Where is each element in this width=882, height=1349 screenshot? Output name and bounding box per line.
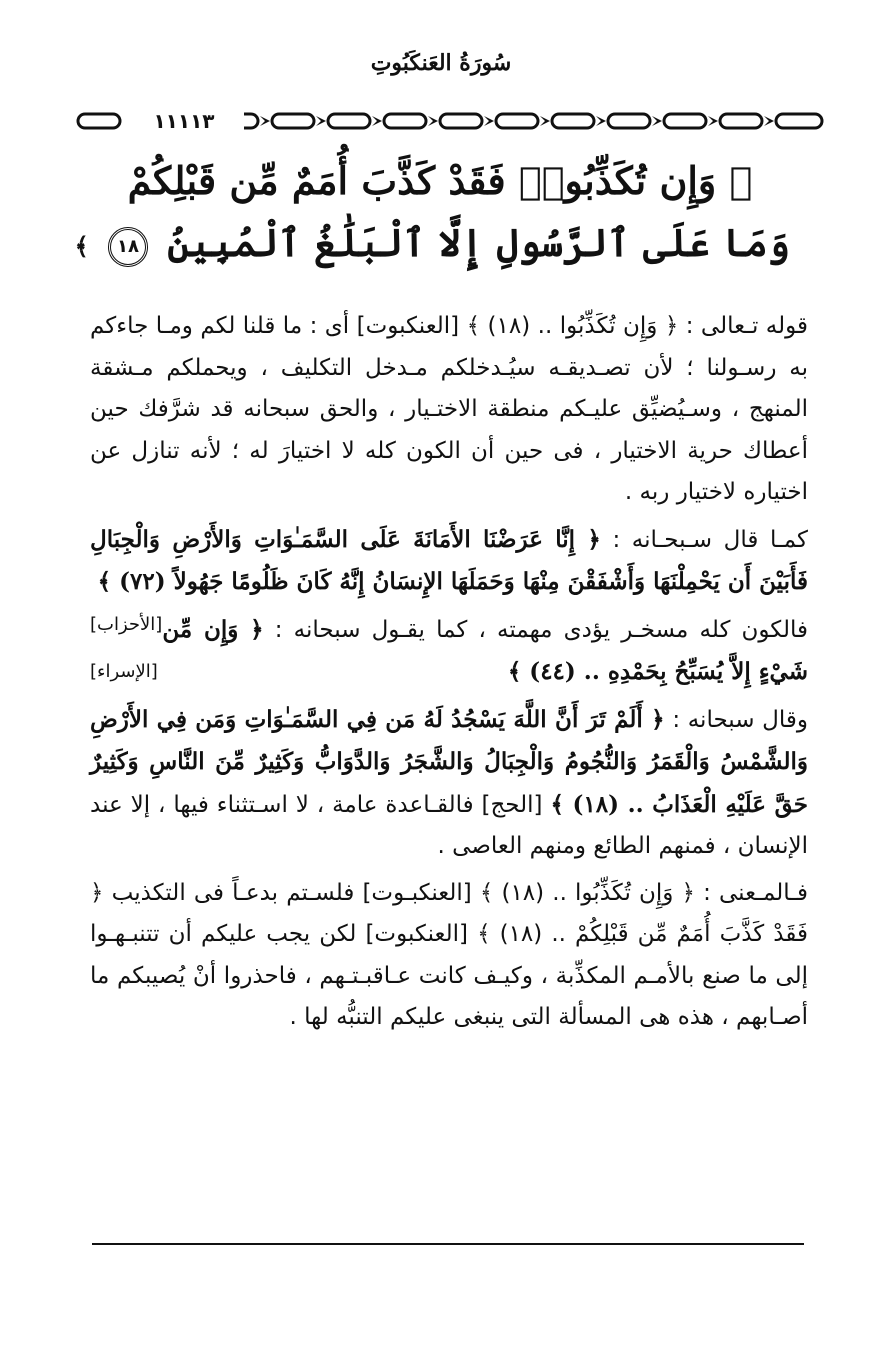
paragraph-1: قوله تـعالى : ﴿ وَإِن تُكَذِّبُوا .. (١٨) ﴾ [العنكبوت] أى : ما قلنا لكم ومـا جاءكم به رسـولنا ؛ لأن تصـديقـه سيُـدخلكم مـدخل التكليف ، ويحملكم مـشقة المنهج ، وسـيُضيِّق عليـكم منطقة الاختـيار ، والحق سبحانه قد شرَّفك حين أعطاك حرية الاختيار ، فى حين أن الكون كله لا اختيارَ له ؛ لأنه تنازل عن اختياره لاختيار ربه .	[90, 313, 808, 505]
ornamental-header-band	[76, 108, 832, 134]
verse-line-2-text: وَمَا عَلَى ٱلرَّسُولِ إِلَّا ٱلْبَلَٰغُ ٱلْمُبِينُ	[167, 220, 790, 265]
verse-line-2	[74, 212, 790, 278]
surah-reference-ahzab: [الأحزاب]	[90, 613, 163, 635]
surah-reference-isra: [الإسراء]	[90, 661, 158, 682]
running-title: سُورَةُ العَنكَبُوتِ	[370, 50, 512, 76]
paragraph-3-intro: فالكون كله مسخـر يؤدى مهمته ، كما يقـول سبحانه :	[274, 616, 808, 643]
quran-verse-heading	[74, 150, 790, 278]
verse-line-1-text: ﴿ وَإِن تُكَذِّبُوا۟ فَقَدْ كَذَّبَ أُمَمٌ مِّن قَبْلِكُمْ	[127, 158, 753, 203]
quran-quote-hajj: ﴿ أَلَمْ تَرَ أَنَّ اللَّهَ يَسْجُدُ لَهُ مَن فِي السَّمَـٰوَاتِ وَمَن فِي الأَرْضِ وَالشَّمْسُ وَالْقَمَرُ وَالنُّجُومُ وَالْجِبَالُ وَالشَّجَرُ وَالدَّوَابُّ وَكَثِيرٌ مِّنَ النَّاسِ وَكَثِيرٌ حَقَّ عَلَيْهِ الْعَذَابُ .. (١٨) ﴾	[90, 705, 808, 818]
paragraph-4-intro: وقال سبحانه :	[672, 706, 808, 733]
paragraph-2-intro: كمـا قال سـبحـانه :	[612, 526, 809, 553]
paragraph-4	[90, 699, 808, 868]
paragraph-3	[90, 609, 808, 694]
paragraph-5: فـالمـعنى : ﴿ وَإِن تُكَذِّبُوا .. (١٨) ﴾ [العنكبـوت] فلسـتم بدعـاً فى التكذيب ﴿ فَقَدْ كَذَّبَ أُمَمٌ مِّن قَبْلِكُمْ .. (١٨) ﴾ [العنكبوت] لكن يجب عليكم أن تتنبـهـوا إلى ما صنع بالأمـم المكذِّبة ، وكيـف كانت عـاقبـتـهم ، فاحذروا أنْ يُصيبكم ما أصـابهم ، هذه هى المسألة التى ينبغى عليكم التنبُّه لها .	[90, 879, 808, 1030]
verse-line-1	[90, 150, 790, 212]
paragraph-4-rest: [الحج] فالقـاعدة عامة ، لا اسـتثناء فيها ، إلا عند الإنسان ، فمنهم الطائع ومنهم العاصى .	[90, 791, 808, 859]
ayah-number-marker: ١٨	[108, 227, 148, 267]
footer-divider	[92, 1243, 804, 1245]
commentary-text	[90, 306, 808, 1044]
quran-quote-ahzab: ﴿ إِنَّا عَرَضْنَا الأَمَانَةَ عَلَى السَّمَـٰوَاتِ وَالأَرْضِ وَالْجِبَالِ فَأَبَيْنَ أَن يَحْمِلْنَهَا وَأَشْفَقْنَ مِنْهَا وَحَمَلَهَا الإِنسَانُ إِنَّهُ كَانَ ظَلُومًا جَهُولاً (٧٢) ﴾	[90, 525, 808, 595]
quran-quote-isra: ﴿ وَإِن مِّن شَيْءٍ إِلاَّ يُسَبِّحُ بِحَمْدِهِ .. (٤٤) ﴾	[162, 615, 808, 685]
verse-close-bracket: ﴾	[74, 231, 89, 261]
page-number: ١١١١٣	[124, 108, 244, 134]
